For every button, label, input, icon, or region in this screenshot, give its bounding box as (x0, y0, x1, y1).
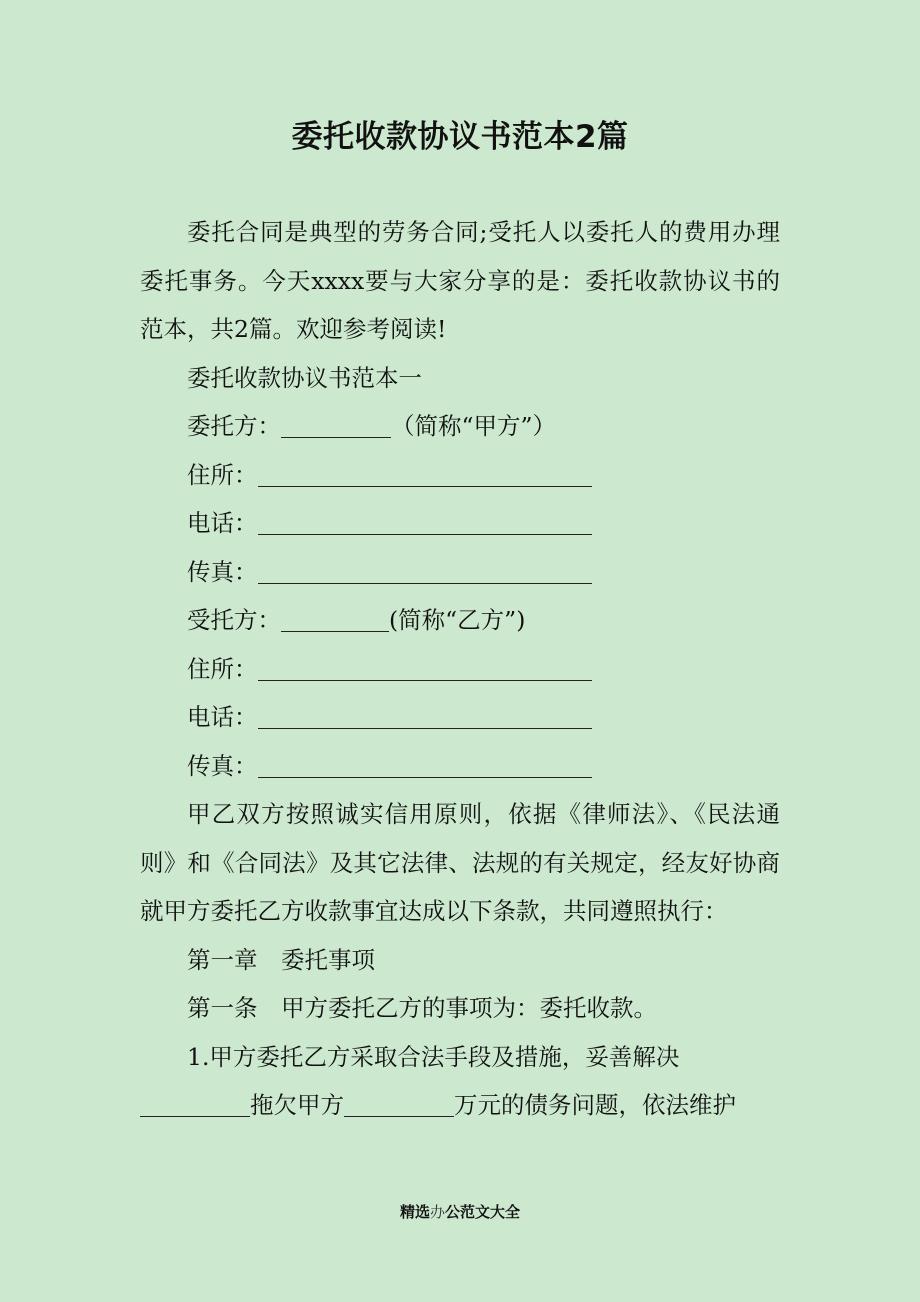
footer-part-2: 办 (429, 1203, 445, 1221)
item-1-line: 1.甲方委托乙方采取合法手段及措施，妥善解决 (187, 1042, 680, 1071)
party-a-name-blank[interactable] (281, 409, 391, 438)
party-a-fax-line (140, 548, 780, 597)
party-b-fax-line (140, 742, 780, 791)
footer-watermark (0, 1200, 920, 1224)
party-a-address-label: 住所： (187, 460, 258, 489)
party-b-line (140, 596, 780, 645)
footer-part-3: 公范文大全 (445, 1203, 521, 1221)
party-a-address-line (140, 451, 780, 500)
document-body (140, 208, 780, 1130)
party-a-line (140, 402, 780, 451)
chapter-name: 委托事项 (281, 945, 375, 974)
item-1-continued (140, 1081, 780, 1130)
chapter-number: 第一章 (187, 945, 258, 974)
party-b-address-line (140, 645, 780, 694)
party-a-phone-blank[interactable] (258, 506, 592, 535)
party-b-phone-label: 电话： (187, 703, 258, 731)
intro-paragraph: 委托合同是典型的劳务合同;受托人以委托人的费用办理委托事务。今天xxxx要与大家分享的是：委托收款协议书的范本，共2篇。欢迎参考阅读! (140, 218, 780, 343)
item-1-part-a: 拖欠甲方 (250, 1091, 344, 1119)
section-heading: 委托收款协议书范本一 (187, 363, 422, 392)
party-b-label: 受托方： (187, 606, 281, 634)
party-b-phone-line (140, 693, 780, 742)
party-b-address-blank[interactable] (258, 652, 592, 681)
party-a-label: 委托方： (187, 412, 281, 440)
preamble-paragraph: 甲乙双方按照诚实信用原则，依据《律师法》、《民法通则》和《合同法》及其它法律、法规的有关规定，经友好协商就甲方委托乙方收款事宜达成以下条款，共同遵照执行： (140, 800, 780, 925)
chapter-heading (140, 936, 780, 985)
party-a-address-blank[interactable] (258, 458, 592, 487)
party-a-fax-blank[interactable] (258, 555, 592, 584)
article-text: 甲方委托乙方的事项为：委托收款。 (281, 994, 657, 1022)
party-b-address-label: 住所： (187, 654, 258, 683)
party-b-phone-blank[interactable] (258, 700, 592, 729)
party-b-name-blank[interactable] (281, 603, 389, 632)
party-b-fax-label: 传真： (187, 751, 258, 780)
party-a-suffix: （简称“甲方”） (391, 412, 557, 440)
amount-blank[interactable] (344, 1088, 454, 1117)
party-b-suffix: (简称“乙方”) (389, 606, 526, 634)
party-a-phone-label: 电话： (187, 509, 258, 537)
party-a-phone-line (140, 499, 780, 548)
article-line (140, 984, 780, 1033)
party-b-fax-blank[interactable] (258, 749, 592, 778)
party-a-fax-label: 传真： (187, 557, 258, 586)
item-1-part-b: 万元的债务问题，依法维护 (454, 1091, 736, 1119)
debtor-blank[interactable] (140, 1088, 250, 1117)
footer-part-1: 精选 (399, 1203, 430, 1221)
document-title: 委托收款协议书范本2篇 (291, 119, 629, 155)
article-number: 第一条 (187, 994, 258, 1022)
